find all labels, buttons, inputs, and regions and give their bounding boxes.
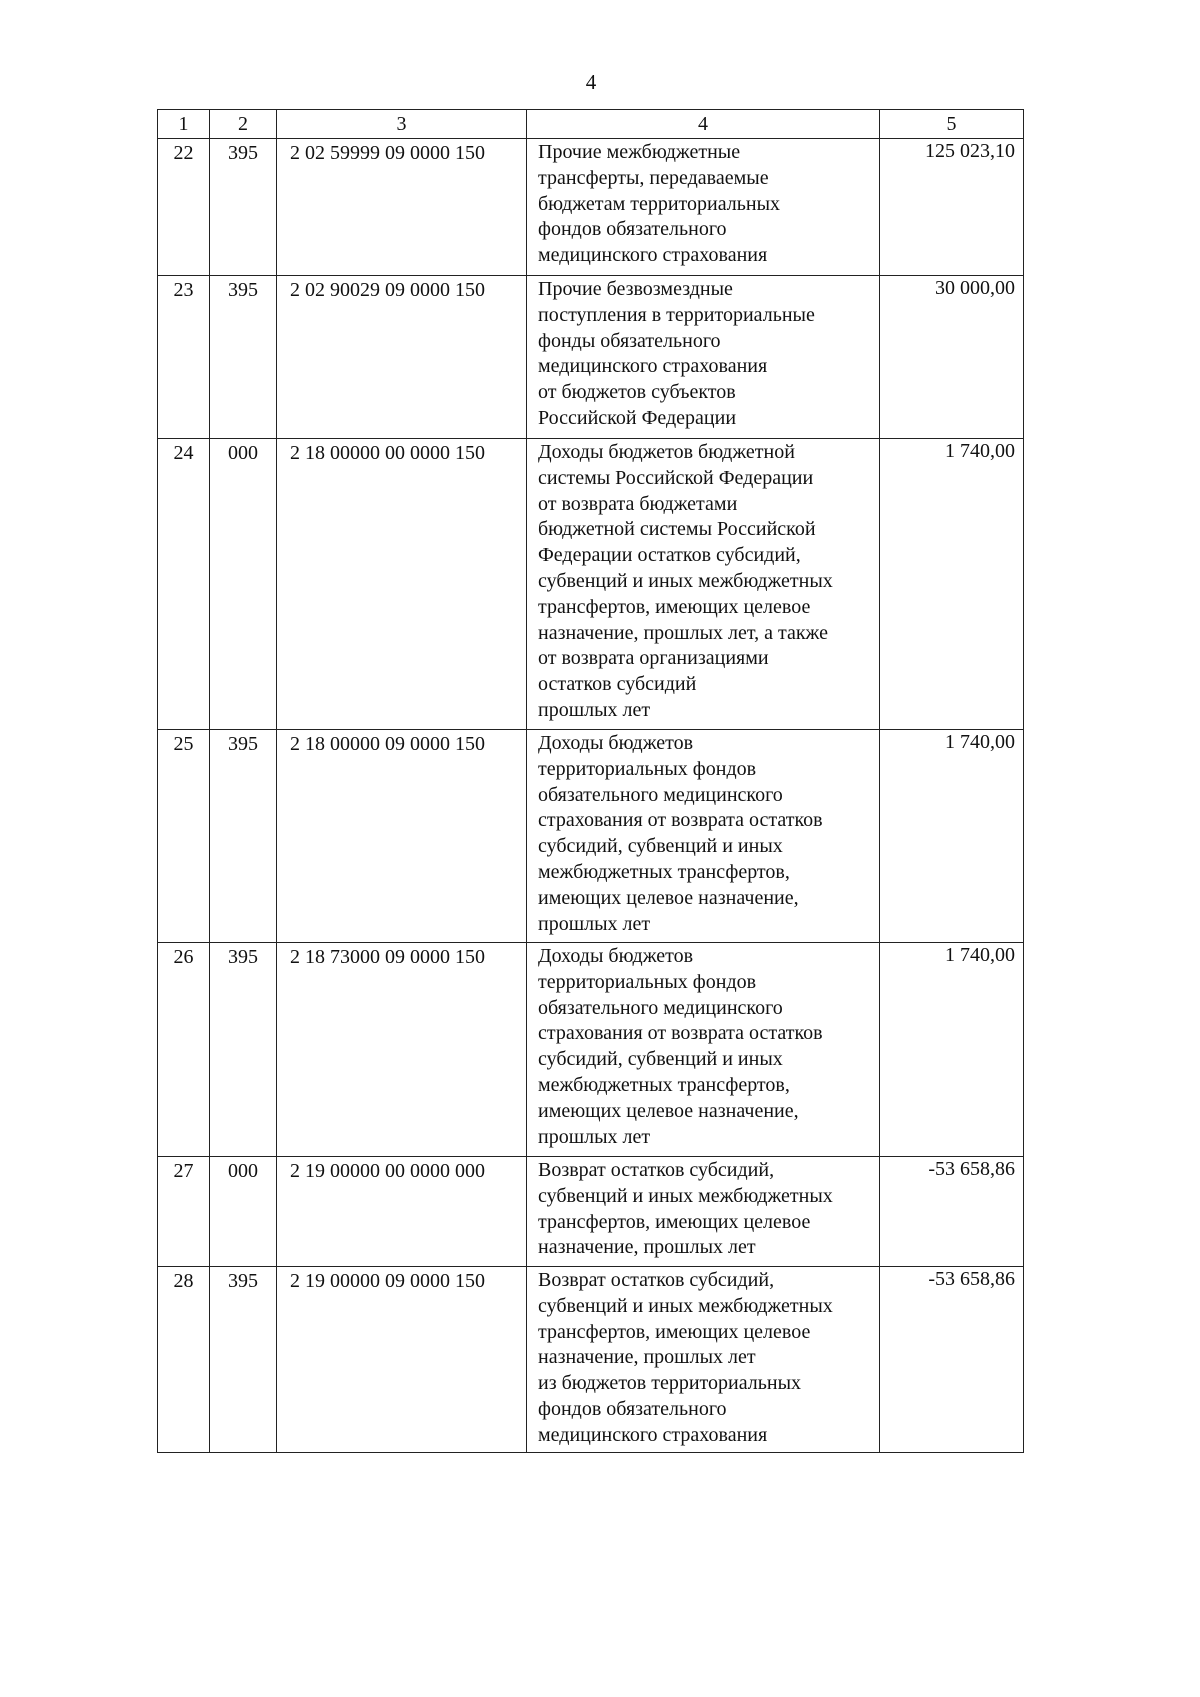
table-row: [158, 139, 1024, 276]
amount: -53 658,86: [880, 1267, 1024, 1453]
header-col-4: 4: [527, 110, 880, 139]
table-row: [158, 1267, 1024, 1453]
revenue-name: Возврат остатков субсидий, субвенций и иных межбюджетных трансфертов, имеющих целевое назначение, прошлых лет: [527, 1157, 880, 1267]
revenue-name: Доходы бюджетов бюджетной системы Российской Федерации от возврата бюджетами бюджетной системы Российской Федерации остатков субсидий, субвенций и иных межбюджетных трансфертов, имеющих целевое назначение, прошлых лет, а также от возврата организациями остатков субсидий прошлых лет: [527, 439, 880, 730]
row-number: 26: [158, 943, 210, 1157]
header-col-3: 3: [277, 110, 527, 139]
budget-classification-code: 2 19 00000 09 0000 150: [277, 1267, 527, 1453]
page-number: 4: [585, 70, 597, 94]
header-col-5: 5: [880, 110, 1024, 139]
budget-classification-code: 2 18 73000 09 0000 150: [277, 943, 527, 1157]
table-body: [158, 139, 1024, 1453]
budget-classification-code: 2 18 00000 00 0000 150: [277, 439, 527, 730]
budget-classification-code: 2 02 90029 09 0000 150: [277, 276, 527, 439]
amount: 1 740,00: [880, 943, 1024, 1157]
table-row: [158, 1157, 1024, 1267]
revenue-name: Прочие межбюджетные трансферты, передаваемые бюджетам территориальных фондов обязательного медицинского страхования: [527, 139, 880, 276]
amount: 30 000,00: [880, 276, 1024, 439]
revenue-name: Возврат остатков субсидий, субвенций и иных межбюджетных трансфертов, имеющих целевое назначение, прошлых лет из бюджетов территориальных фондов обязательного медицинского страхования: [527, 1267, 880, 1453]
budget-classification-code: 2 02 59999 09 0000 150: [277, 139, 527, 276]
admin-code: 000: [210, 1157, 277, 1267]
amount: 1 740,00: [880, 439, 1024, 730]
revenue-name: Прочие безвозмездные поступления в территориальные фонды обязательного медицинского страхования от бюджетов субъектов Российской Федерации: [527, 276, 880, 439]
revenue-name: Доходы бюджетов территориальных фондов обязательного медицинского страхования от возврата остатков субсидий, субвенций и иных межбюджетных трансфертов, имеющих целевое назначение, прошлых лет: [527, 730, 880, 943]
admin-code: 395: [210, 1267, 277, 1453]
table-header: [158, 110, 1024, 139]
row-number: 28: [158, 1267, 210, 1453]
admin-code: 395: [210, 276, 277, 439]
header-row: [158, 110, 1024, 139]
amount: -53 658,86: [880, 1157, 1024, 1267]
row-number: 27: [158, 1157, 210, 1267]
table-row: [158, 276, 1024, 439]
revenue-name: Доходы бюджетов территориальных фондов обязательного медицинского страхования от возврата остатков субсидий, субвенций и иных межбюджетных трансфертов, имеющих целевое назначение, прошлых лет: [527, 943, 880, 1157]
budget-classification-code: 2 19 00000 00 0000 000: [277, 1157, 527, 1267]
table-row: [158, 439, 1024, 730]
admin-code: 395: [210, 139, 277, 276]
header-col-1: 1: [158, 110, 210, 139]
budget-revenue-table: [157, 109, 1024, 1453]
row-number: 23: [158, 276, 210, 439]
admin-code: 000: [210, 439, 277, 730]
budget-classification-code: 2 18 00000 09 0000 150: [277, 730, 527, 943]
admin-code: 395: [210, 730, 277, 943]
amount: 1 740,00: [880, 730, 1024, 943]
admin-code: 395: [210, 943, 277, 1157]
table-row: [158, 943, 1024, 1157]
amount: 125 023,10: [880, 139, 1024, 276]
header-col-2: 2: [210, 110, 277, 139]
row-number: 22: [158, 139, 210, 276]
row-number: 25: [158, 730, 210, 943]
row-number: 24: [158, 439, 210, 730]
table-row: [158, 730, 1024, 943]
